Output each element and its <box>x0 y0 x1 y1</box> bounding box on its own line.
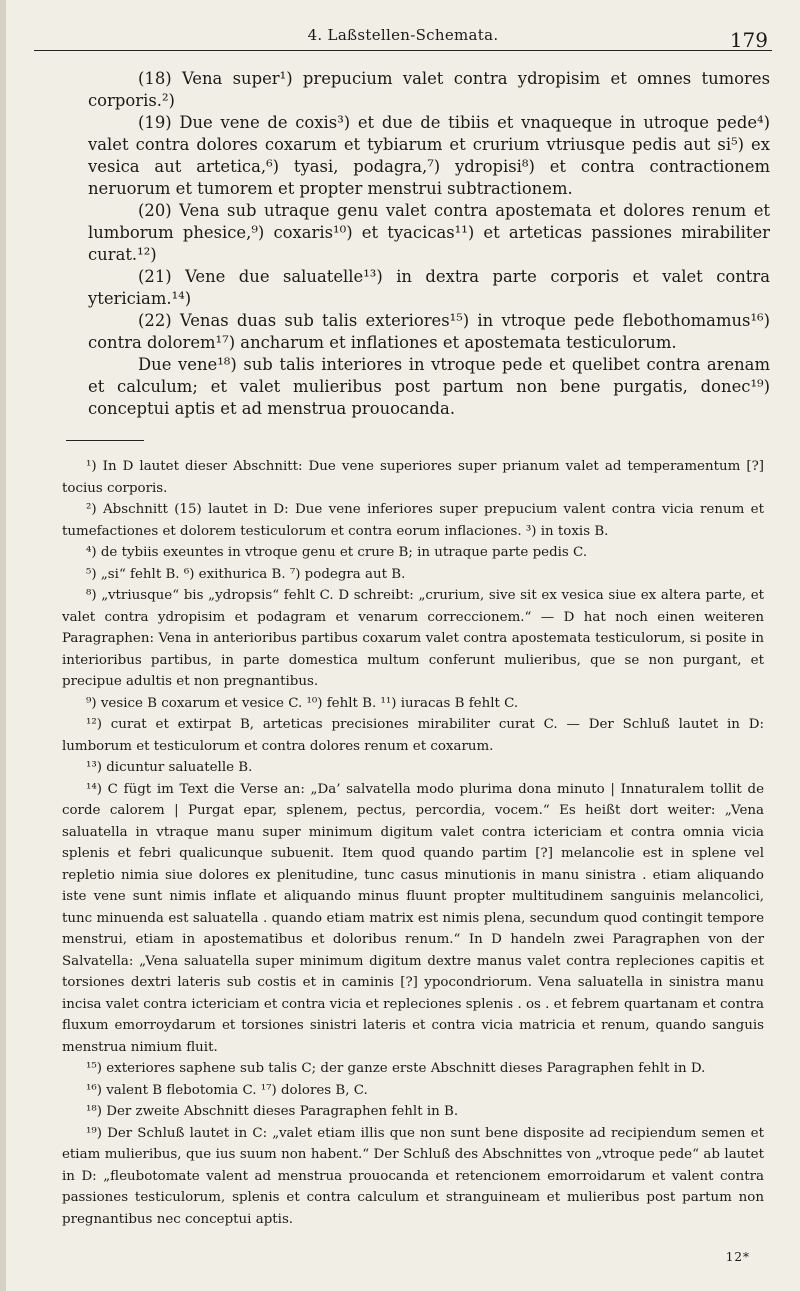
footnote-19: ¹⁹) Der Schluß lautet in C: „valet etiam illis que non sunt bene disposite ad recipiendum semen et etiam mulieribus, que ius suum non habent.“ Der Schluß des Abschnittes von „vtroque pede“ ab lautet in D: „fleubotomate valent ad menstrua prouocanda et retencionem emorroidarum et valent contra passiones testiculorum, splenis et contra calculum et stranguineam et mulieribus post partum non pregnantibus nec conceptui aptis. <box>62 1125 764 1227</box>
footnote-9-11: ⁹) vesice B coxarum et vesice C. ¹⁰) fehlt B. ¹¹) iuracas B fehlt C. <box>86 695 519 711</box>
footnote-4: ⁴) de tybiis exeuntes in vtroque genu et crure B; in utraque parte pedis C. <box>86 545 588 560</box>
footnote-2-3: ²) Abschnitt (15) lautet in D: Due vene inferiores super prepucium valent contra vicia renum et tumefactiones et dolorem testiculorum et contra eorum inflaciones. ³) in toxis B. <box>62 502 764 539</box>
signature-mark: 12* <box>725 1250 750 1264</box>
paragraph-18: (18) Vena super¹) prepucium valet contra ydropisim et omnes tumores corporis.²) <box>88 69 770 110</box>
header-rule <box>34 50 772 51</box>
footnote-16-17: ¹⁶) valent B flebotomia C. ¹⁷) dolores B, C. <box>86 1082 368 1098</box>
footnote-14: ¹⁴) C fügt im Text die Verse an: „Da’ salvatella modo plurima dona minuto | Innaturalem tollit de corde calorem | Purgat epar, splenem, pectus, percordia, vocem.“ Es heißt dort weiter: „Vena saluatella in vtraque manu super minimum digitum valet contra ictericiam et contra omnia vicia splenis et febri qualicunque subuenit. Item quod quando partim [?] melancolie est in splene vel repletio nimia siue dolores ex plenitudine, tunc casus minutionis in manu sinistra . etiam aliquando iste vene sunt nimis inflate et aliquando minus fluunt propter multitudinem sanguinis melancolici, tunc minuenda est saluatella . quando etiam matrix est nimis plena, secundum quod contingit tempore menstrui, etiam in apostematibus et doloribus renum.“ In D handeln zwei Paragraphen von der Salvatella: „Vena saluatella super minimum digitum dextre manus valet contra repleciones capitis et torsiones dextri lateris sub costis et in caminis [?] ypocondriorum. Vena saluatella in sinistra manu incisa valet contra ictericiam et contra vicia et repleciones splenis . os . et febrem quartanam et contra fluxum emorroydarum et torsiones sinistri lateris et contra vicia matricia et renum, quando sanguis menstrua nimium fluit. <box>62 781 764 1055</box>
paragraph-20: (20) Vena sub utraque genu valet contra apostemata et dolores renum et lumborum phesice,⁹) coxaris¹⁰) et tyacicas¹¹) et arteticas passiones mirabiliter curat.¹²) <box>88 201 770 264</box>
footnote-18: ¹⁸) Der zweite Abschnitt dieses Paragraphen fehlt in B. <box>86 1104 459 1119</box>
page-number: 179 <box>729 28 768 52</box>
running-header <box>34 22 772 52</box>
paragraph-19: (19) Due vene de coxis³) et due de tibiis et vnaqueque in utroque pede⁴) valet contra dolores coxarum et tybiarum et crurium vtriusque pedis aut si⁵) ex vesica aut artetica,⁶) tyasi, podagra,⁷) ydropisi⁸) et contra contractionem neruorum et tumorem et propter menstrui subtractionem. <box>88 113 770 198</box>
footnote-12: ¹²) curat et extirpat B, arteticas precisiones mirabiliter curat C. — Der Schluß lautet in D: lumborum et testiculorum et contra dolores renum et coxarum. <box>62 717 764 754</box>
footnote-13: ¹³) dicuntur saluatelle B. <box>86 760 253 775</box>
chapter-title: 4. Laßstellen-Schemata. <box>307 26 499 44</box>
footnote-rule <box>66 440 144 441</box>
footnote-8: ⁸) „vtriusque“ bis „ydropsis“ fehlt C. D schreibt: „crurium, sive sit ex vesica siue ex altera parte, et valet contra ydropisim et podagram et venarum correccionem.“ — D hat noch einen weiteren Paragraphen: Vena in anterioribus partibus coxarum valet contra apostemata testiculorum, si posite in interioribus partibus, in parte domestica multum conferunt mulieribus, que se non purgant, et precipue adultis et non pregnantibus. <box>62 588 764 689</box>
paragraph-22-continuation: Due vene¹⁸) sub talis interiores in vtroque pede et quelibet contra arenam et calculum; et valet mulieribus post partum non bene purgatis, donec¹⁹) conceptui aptis et ad menstrua prouocanda. <box>88 355 770 418</box>
paragraph-22: (22) Venas duas sub talis exteriores¹⁵) in vtroque pede flebothomamus¹⁶) contra dolorem¹⁷) ancharum et inflationes et apostemata testiculorum. <box>88 311 770 352</box>
footnote-1: ¹) In D lautet dieser Abschnitt: Due vene superiores super prianum valet ad temperamentum [?] tocius corporis. <box>62 459 764 496</box>
main-text <box>88 68 770 420</box>
paragraph-21: (21) Vene due saluatelle¹³) in dextra parte corporis et valet contra ytericiam.¹⁴) <box>88 267 770 308</box>
footnote-5-7: ⁵) „si“ fehlt B. ⁶) exithurica B. ⁷) podegra aut B. <box>86 566 406 582</box>
footnotes <box>62 456 764 1230</box>
footnote-15: ¹⁵) exteriores saphene sub talis C; der ganze erste Abschnitt dieses Paragraphen fehlt in D. <box>86 1061 706 1076</box>
